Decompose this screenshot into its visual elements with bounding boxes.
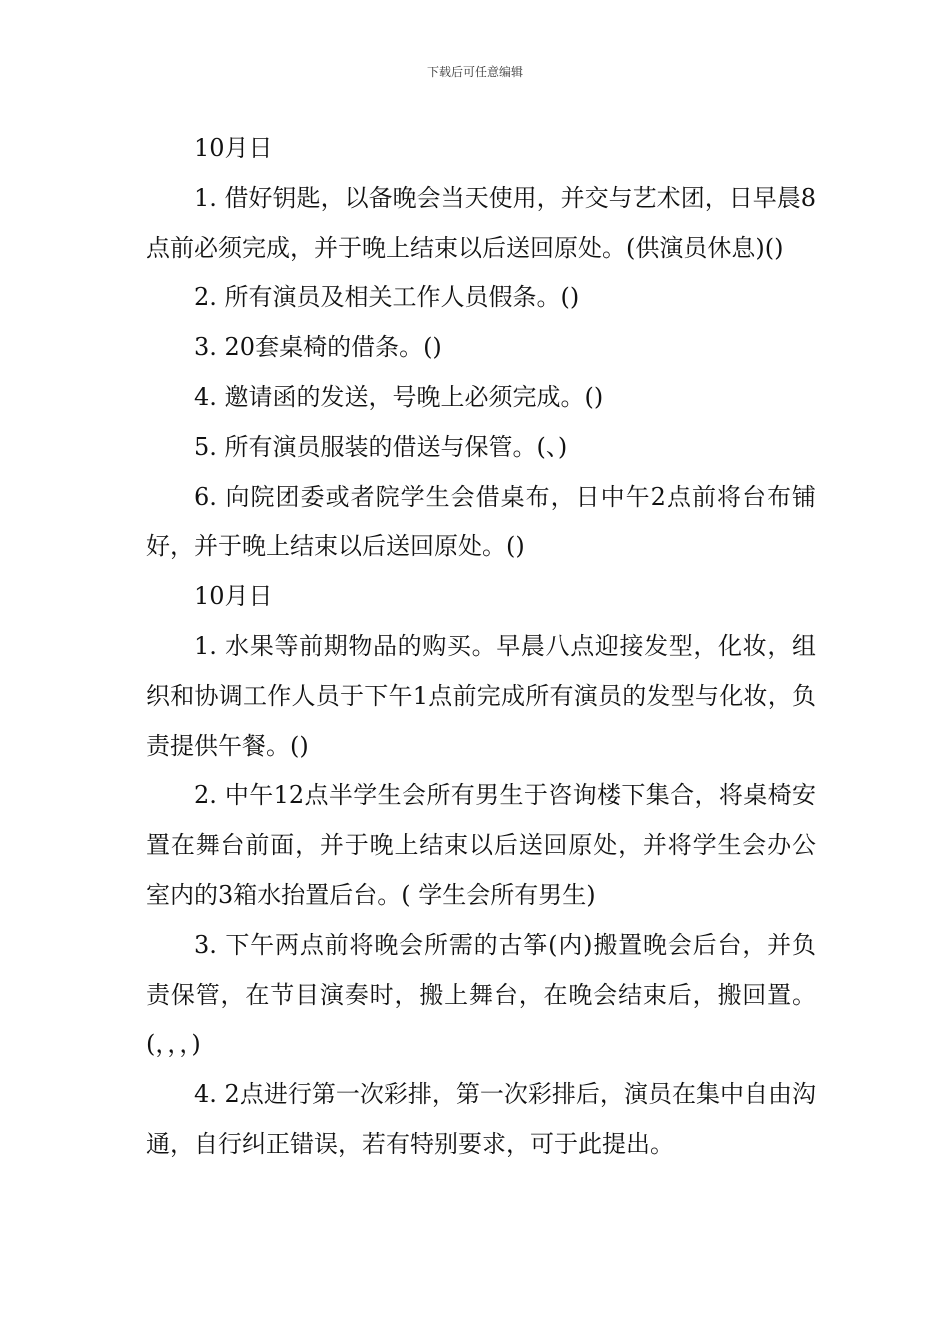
list-item: 4. 2点进行第一次彩排，第一次彩排后，演员在集中自由沟通，自行纠正错误，若有特别要求，可于此提出。 [146,1080,816,1158]
list-item: 3. 20套桌椅的借条。() [194,333,442,362]
page-header-note: 下载后可任意编辑 [426,65,523,79]
list-item: 1. 借好钥匙，以备晚会当天使用，并交与艺术团，日早晨8点前必须完成，并于晚上结束以后送回原处。(供演员休息)() [146,183,816,262]
list-item: 2. 中午12点半学生会所有男生于咨询楼下集合，将桌椅安置在舞台前面，并于晚上结束以后送回原处，并将学生会办公室内的3箱水抬置后台。( 学生会所有男生) [146,781,816,909]
list-item: 2. 所有演员及相关工作人员假条。() [194,283,580,312]
list-item: 4. 邀请函的发送，号晚上必须完成。() [194,382,604,411]
list-item: 6. 向院团委或者院学生会借桌布，日中午2点前将台布铺好，并于晚上结束以后送回原处。() [146,482,816,561]
list-item: 5. 所有演员服装的借送与保管。(、) [194,432,568,461]
list-item: 3. 下午两点前将晚会所需的古筝(内)搬置晚会后台，并负责保管，在节目演奏时，搬上舞台，在晚会结束后，搬回置。(，，，) [146,930,816,1059]
section-date-1: 10月日 [194,134,273,162]
section-date-2: 10月日 [194,582,273,611]
document-body [146,124,816,1170]
list-item: 1. 水果等前期物品的购买。早晨八点迎接发型，化妆，组织和协调工作人员于下午1点前完成所有演员的发型与化妆，负责提供午餐。() [146,631,816,760]
